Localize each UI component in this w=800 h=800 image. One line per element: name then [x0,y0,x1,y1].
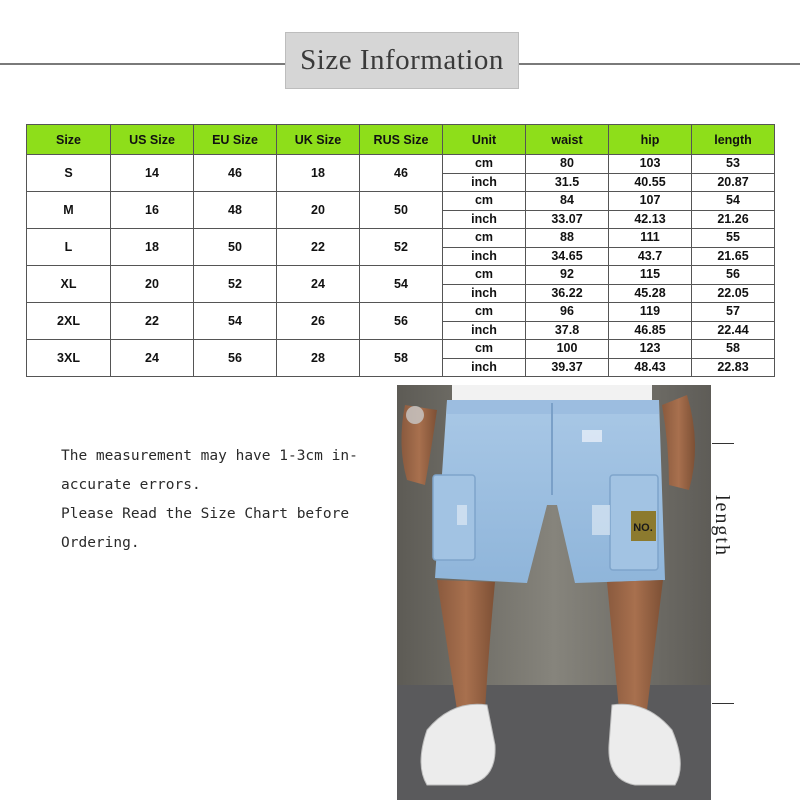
column-header: hip [609,125,692,155]
column-header: US Size [111,125,194,155]
cell-size: 2XL [27,303,111,340]
cell-uk: 24 [277,266,360,303]
note-line: Ordering. [61,535,140,551]
note-line: Please Read the Size Chart before [61,506,350,522]
cell-measure-cm: 115 [609,266,692,285]
cell-measure-inch: 40.55 [609,173,692,192]
cell-measure-cm: 80 [526,155,609,174]
note-line: accurate errors. [61,477,201,493]
cell-measure-inch: 45.28 [609,284,692,303]
table-row [27,303,775,322]
table-row [27,229,775,248]
cell-uk: 20 [277,192,360,229]
cell-unit: inch [443,321,526,340]
cell-unit: cm [443,303,526,322]
cell-us: 24 [111,340,194,377]
cell-size: 3XL [27,340,111,377]
table-row [27,192,775,211]
cell-measure-inch: 36.22 [526,284,609,303]
cell-eu: 50 [194,229,277,266]
cell-measure-cm: 58 [692,340,775,359]
table-header-row [27,125,775,155]
cell-measure-cm: 119 [609,303,692,322]
cell-size: XL [27,266,111,303]
cell-measure-cm: 107 [609,192,692,211]
cell-rus: 52 [360,229,443,266]
cell-eu: 54 [194,303,277,340]
cell-measure-inch: 37.8 [526,321,609,340]
cell-unit: cm [443,192,526,211]
cell-measure-inch: 43.7 [609,247,692,266]
cell-uk: 28 [277,340,360,377]
cell-measure-inch: 22.05 [692,284,775,303]
cell-unit: inch [443,358,526,377]
cell-size: L [27,229,111,266]
cell-rus: 54 [360,266,443,303]
cell-us: 20 [111,266,194,303]
cell-unit: cm [443,229,526,248]
cell-measure-cm: 92 [526,266,609,285]
column-header: UK Size [277,125,360,155]
column-header: waist [526,125,609,155]
cell-measure-inch: 31.5 [526,173,609,192]
length-label: length [711,495,733,557]
product-photo [397,385,711,800]
cell-measure-inch: 21.26 [692,210,775,229]
cell-eu: 48 [194,192,277,229]
cell-measure-inch: 39.37 [526,358,609,377]
cell-measure-cm: 88 [526,229,609,248]
cell-measure-inch: 33.07 [526,210,609,229]
cell-rus: 56 [360,303,443,340]
cell-measure-cm: 54 [692,192,775,211]
length-bottom-marker [712,703,734,704]
cell-us: 18 [111,229,194,266]
cell-unit: cm [443,155,526,174]
column-header: Unit [443,125,526,155]
cell-rus: 46 [360,155,443,192]
cell-measure-inch: 20.87 [692,173,775,192]
cell-measure-inch: 42.13 [609,210,692,229]
cell-measure-cm: 56 [692,266,775,285]
cell-measure-cm: 100 [526,340,609,359]
cell-unit: cm [443,266,526,285]
cell-measure-cm: 111 [609,229,692,248]
size-chart-table [26,124,775,377]
cell-unit: inch [443,247,526,266]
cell-unit: inch [443,284,526,303]
measurement-note [61,442,381,558]
cell-us: 22 [111,303,194,340]
cell-measure-inch: 22.44 [692,321,775,340]
cell-measure-cm: 57 [692,303,775,322]
cell-eu: 56 [194,340,277,377]
cell-measure-inch: 21.65 [692,247,775,266]
shorts-model-illustration [397,385,711,800]
column-header: length [692,125,775,155]
cell-measure-cm: 53 [692,155,775,174]
cell-measure-inch: 22.83 [692,358,775,377]
cell-unit: inch [443,173,526,192]
cell-rus: 58 [360,340,443,377]
table-row [27,266,775,285]
column-header: EU Size [194,125,277,155]
note-line: The measurement may have 1-3cm in- [61,448,358,464]
cell-eu: 52 [194,266,277,303]
cell-eu: 46 [194,155,277,192]
cell-uk: 18 [277,155,360,192]
cell-measure-cm: 84 [526,192,609,211]
cell-uk: 26 [277,303,360,340]
cell-measure-cm: 55 [692,229,775,248]
patch-text: NO. [633,522,653,534]
length-top-marker [712,443,734,444]
cell-size: S [27,155,111,192]
cell-rus: 50 [360,192,443,229]
cell-measure-cm: 103 [609,155,692,174]
cell-measure-inch: 48.43 [609,358,692,377]
cell-measure-cm: 123 [609,340,692,359]
cell-size: M [27,192,111,229]
column-header: RUS Size [360,125,443,155]
cell-unit: cm [443,340,526,359]
cell-us: 14 [111,155,194,192]
cell-unit: inch [443,210,526,229]
cell-us: 16 [111,192,194,229]
cell-measure-inch: 34.65 [526,247,609,266]
cell-measure-inch: 46.85 [609,321,692,340]
page-title: Size Information [285,32,519,89]
cell-uk: 22 [277,229,360,266]
table-row [27,155,775,174]
cell-measure-cm: 96 [526,303,609,322]
table-row [27,340,775,359]
column-header: Size [27,125,111,155]
